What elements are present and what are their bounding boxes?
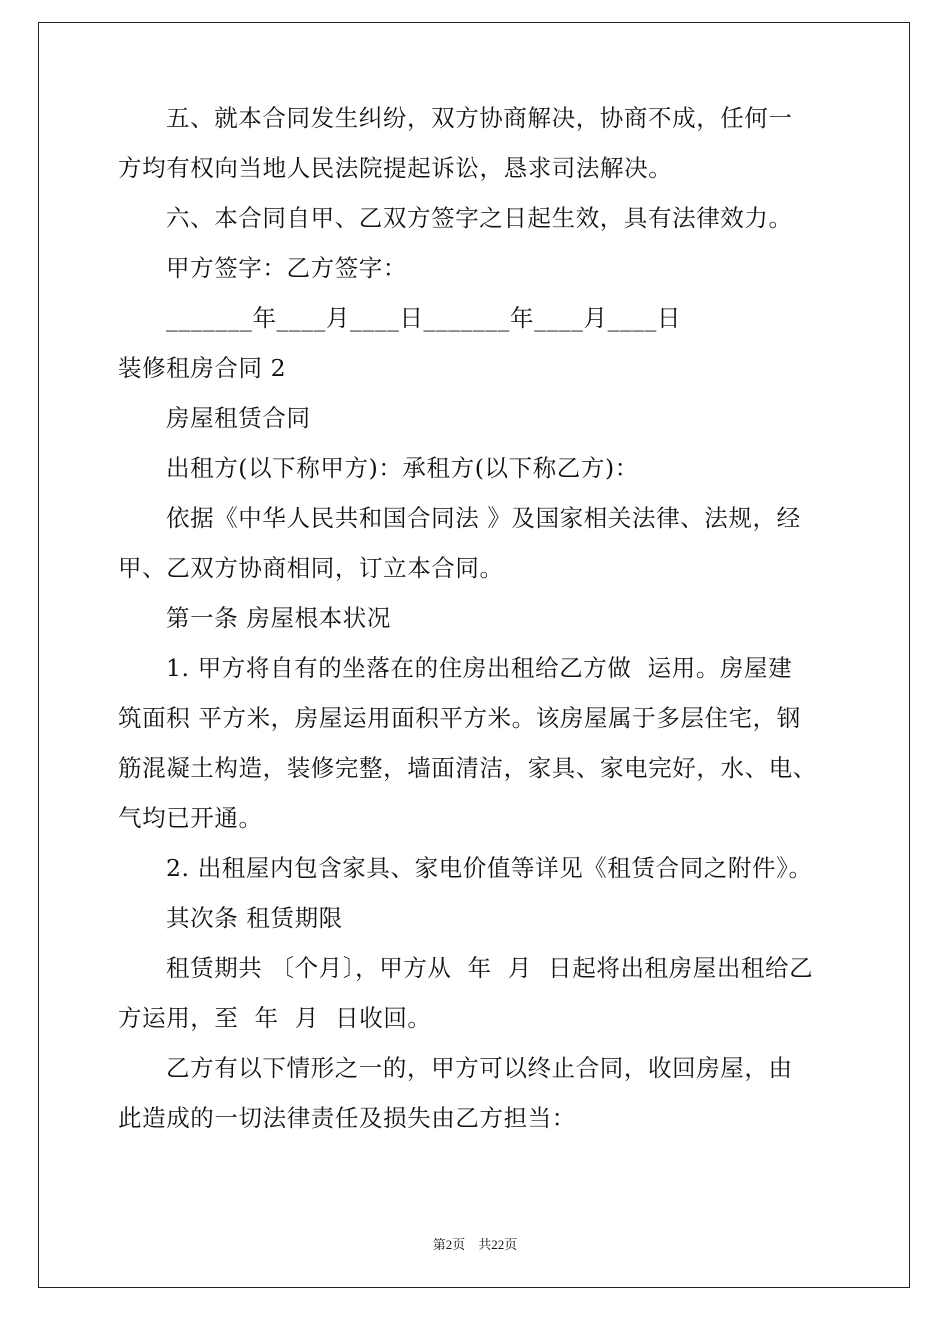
paragraph-line: 乙方有以下情形之一的，甲方可以终止合同，收回房屋，由 [166,1054,793,1082]
paragraph-line: 六、本合同自甲、乙双方签字之日起生效，具有法律效力。 [166,204,793,232]
paragraph-line: 2. 出租屋内包含家具、家电价值等详见《租赁合同之附件》。 [166,854,813,882]
paragraph-line: 气均已开通。 [118,804,263,832]
article-heading: 其次条 租赁期限 [166,904,343,932]
paragraph-line: 甲、乙双方协商相同，订立本合同。 [118,554,504,582]
section-title: 装修租房合同 2 [118,354,287,382]
paragraph-line: 五、就本合同发生纠纷，双方协商解决，协商不成，任何一 [166,104,793,132]
paragraph-line: 租赁期共 〔个月〕，甲方从 年 月 日起将出租房屋出租给乙 [166,954,814,982]
page-number-footer: 第2页 共22页 [432,1237,518,1252]
paragraph-line: 1. 甲方将自有的坐落在的住房出租给乙方做 运用。房屋建 [166,654,793,682]
contract-title: 房屋租赁合同 [166,404,311,432]
article-heading: 第一条 房屋根本状况 [166,604,391,632]
paragraph-line: 筋混凝土构造，装修完整，墙面清洁，家具、家电完好，水、电、 [118,754,817,782]
paragraph-line: 筑面积 平方米，房屋运用面积平方米。该房屋属于多层住宅，钢 [118,704,801,732]
paragraph-line: 此造成的一切法律责任及损失由乙方担当： [118,1104,576,1132]
date-line: _______年____月____日_______年____月____日 [166,304,682,332]
paragraph-line: 方运用，至 年 月 日收回。 [118,1004,432,1032]
paragraph-line: 依据《中华人民共和国合同法 》及国家相关法律、法规，经 [166,504,801,532]
parties-line: 出租方(以下称甲方)：承租方(以下称乙方)： [166,454,639,482]
paragraph-line: 方均有权向当地人民法院提起诉讼，恳求司法解决。 [118,154,673,182]
signature-line: 甲方签字：乙方签字： [166,254,407,282]
